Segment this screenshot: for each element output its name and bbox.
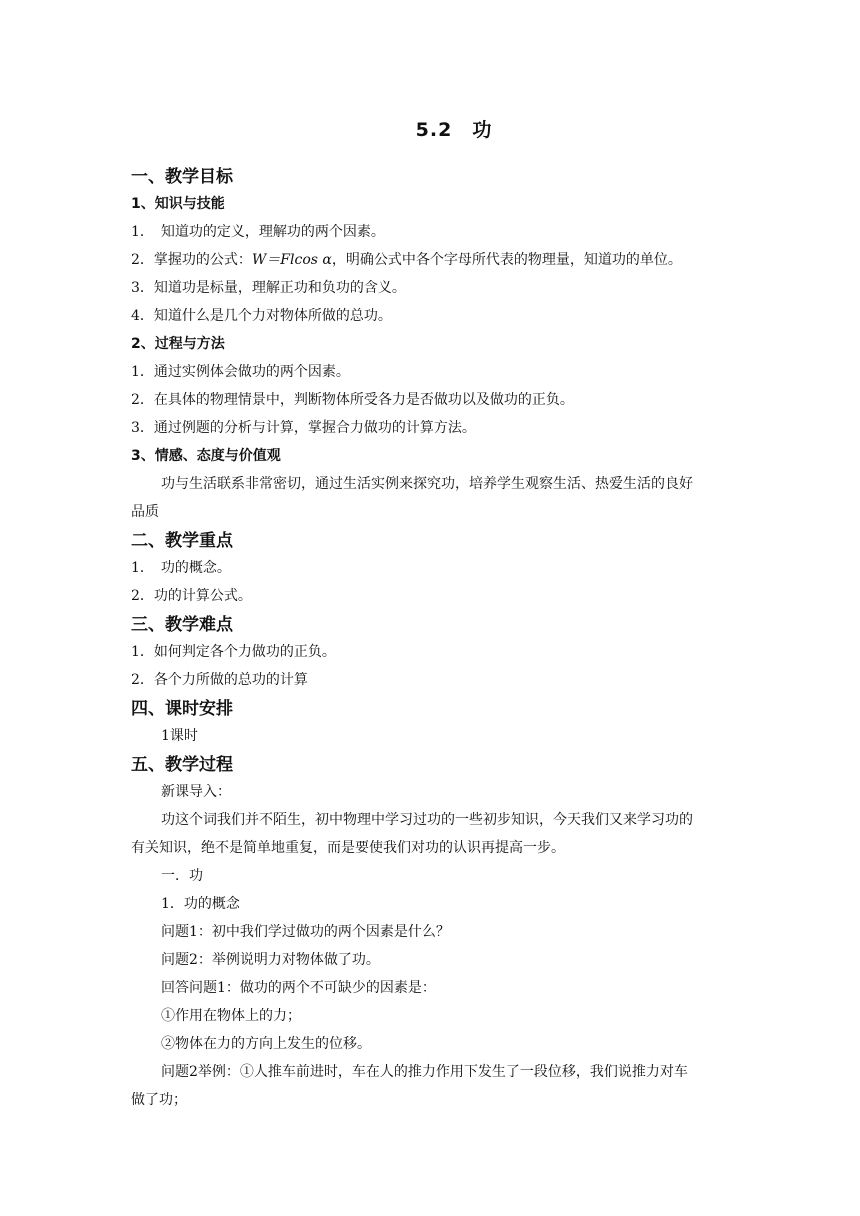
list-item: 2．各个力所做的总功的计算: [131, 672, 308, 688]
subheading-process-methods: 2、过程与方法: [131, 336, 225, 352]
document-body: [131, 115, 741, 1114]
section-heading-schedule: 四、课时安排: [131, 699, 233, 719]
list-item: 1．如何判定各个力做功的正负。: [131, 644, 336, 660]
section-heading-process: 五、教学过程: [131, 755, 233, 775]
paragraph-line: 有关知识，绝不是简单地重复，而是要使我们对功的认识再提高一步。: [131, 840, 565, 856]
page-title: 5.2 功: [415, 119, 493, 141]
list-item: 3．通过例题的分析与计算，掌握合力做功的计算方法。: [131, 420, 476, 436]
paragraph-line: 问题2举例：①人推车前进时，车在人的推力作用下发生了一段位移，我们说推力对车: [161, 1064, 688, 1080]
paragraph-line: 问题1：初中我们学过做功的两个因素是什么？: [161, 924, 450, 940]
formula-tail: ，明确公式中各个字母所代表的物理量，知道功的单位。: [331, 252, 682, 268]
list-item: 2．功的计算公式。: [131, 588, 252, 604]
section-heading-key-points: 二、教学重点: [131, 531, 233, 551]
list-item: 3．知道功是标量，理解正功和负功的含义。: [131, 280, 406, 296]
paragraph-line: 做了功；: [131, 1092, 187, 1108]
paragraph-line: 品质: [131, 504, 159, 520]
subheading-knowledge-skills: 1、知识与技能: [131, 196, 225, 212]
paragraph-line: 功与生活联系非常密切，通过生活实例来探究功，培养学生观察生活、热爱生活的良好: [161, 476, 693, 492]
paragraph-line: 1．功的概念: [161, 896, 240, 912]
paragraph-line: 功这个词我们并不陌生，初中物理中学习过功的一些初步知识，今天我们又来学习功的: [161, 812, 693, 828]
paragraph-line: 问题2：举例说明力对物体做了功。: [161, 952, 380, 968]
paragraph-line: ①作用在物体上的力；: [161, 1008, 301, 1024]
list-item: 4．知道什么是几个力对物体所做的总功。: [131, 308, 392, 324]
list-item: 2．在具体的物理情景中，判断物体所受各力是否做功以及做功的正负。: [131, 392, 574, 408]
section-heading-objectives: 一、教学目标: [131, 167, 233, 187]
paragraph-line: 回答问题1：做功的两个不可缺少的因素是：: [161, 980, 436, 996]
schedule-text: 1课时: [161, 728, 198, 744]
paragraph-line: 新课导入：: [161, 784, 231, 800]
list-item-formula: [131, 246, 741, 274]
work-formula: W＝Flcos α: [251, 252, 332, 268]
paragraph-line: 一．功: [161, 868, 203, 884]
paragraph-line: ②物体在力的方向上发生的位移。: [161, 1036, 371, 1052]
formula-lead: 2．掌握功的公式：: [131, 252, 252, 268]
subheading-values: 3、情感、态度与价值观: [131, 448, 281, 464]
section-heading-difficulties: 三、教学难点: [131, 615, 233, 635]
list-item: 1．通过实例体会做功的两个因素。: [131, 364, 350, 380]
list-item: 1． 功的概念。: [131, 560, 231, 576]
list-item: 1． 知道功的定义，理解功的两个因素。: [131, 224, 385, 240]
